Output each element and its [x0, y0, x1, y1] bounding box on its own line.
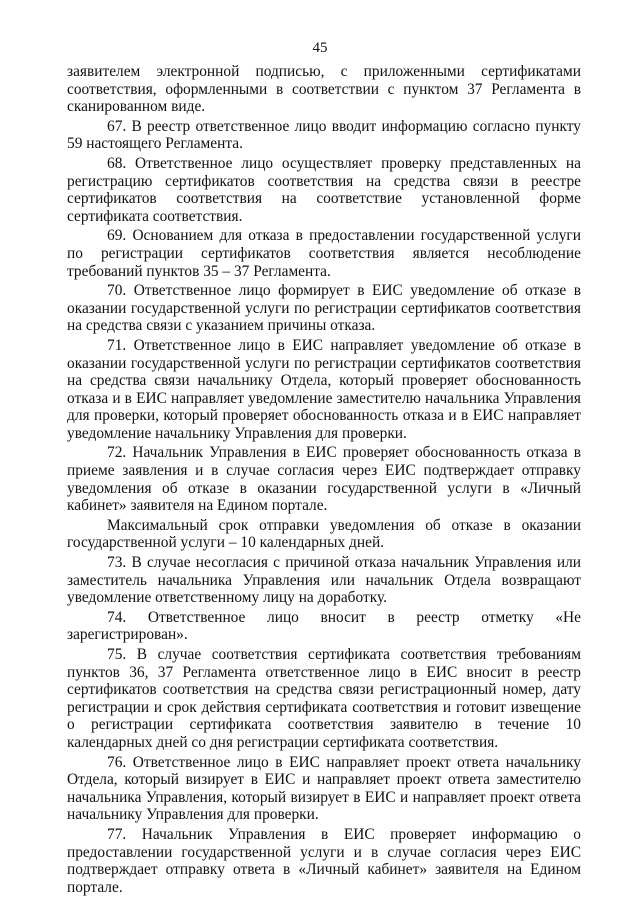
paragraph-68: 68. Ответственное лицо осуществляет проверку представленных на регистрацию сертификатов соответствия на средства связи в реестре сертификатов соответствия на соответствие установленной форме сертификата соответствия. — [67, 154, 581, 225]
document-body — [67, 63, 581, 898]
paragraph-75: 75. В случае соответствия сертификата соответствия требованиям пунктов 36, 37 Регламента ответственное лицо в ЕИС вносит в реестр сертификатов соответствия на средства связи регистрационный номер, дату регистрации и срок действия сертификата соответствия и готовит извещение о регистрации сертификата соответствия заявителю в течение 10 календарных дней со дня регистрации сертификата соответствия. — [67, 646, 581, 751]
paragraph-continuation: заявителем электронной подписью, с приложенными сертификатами соответствия, оформленными в соответствии с пунктом 37 Регламента в сканированном виде. — [67, 63, 581, 116]
paragraph-72: 72. Начальник Управления в ЕИС проверяет обоснованность отказа в приеме заявления и в случае согласия через ЕИС подтверждает отправку уведомления об отказе в оказании государственной услуги в «Личный кабинет» заявителя на Едином портале. — [67, 444, 581, 515]
paragraph-71: 71. Ответственное лицо в ЕИС направляет уведомление об отказе в оказании государственной услуги по регистрации сертификатов соответствия на средства связи начальнику Отдела, который проверяет обоснованность отказа и в ЕИС направляет уведомление заместителю начальника Управления для проверки, который проверяет обоснованность отказа и в ЕИС направляет уведомление начальнику Управления для проверки. — [67, 336, 581, 442]
paragraph-74: 74. Ответственное лицо вносит в реестр отметку «Не зарегистрирован». — [67, 608, 581, 644]
paragraph-69: 69. Основанием для отказа в предоставлении государственной услуги по регистрации сертификатов соответствия является несоблюдение требований пунктов 35 – 37 Регламента. — [67, 227, 581, 280]
paragraph-70: 70. Ответственное лицо формирует в ЕИС уведомление об отказе в оказании государственной услуги по регистрации сертификатов соответствия на средства связи с указанием причины отказа. — [67, 282, 581, 335]
paragraph-76: 76. Ответственное лицо в ЕИС направляет проект ответа начальнику Отдела, который визирует в ЕИС и направляет проект ответа заместителю начальника Управления, который визирует в ЕИС и направляет проект ответа начальнику Управления для проверки. — [67, 753, 581, 824]
paragraph-77: 77. Начальник Управления в ЕИС проверяет информацию о предоставлении государственной услуги и в случае согласия через ЕИС подтверждает отправку ответа в «Личный кабинет» заявителя на Едином портале. — [67, 825, 581, 896]
page-number: 45 — [312, 40, 328, 56]
paragraph-67: 67. В реестр ответственное лицо вводит информацию согласно пункту 59 настоящего Регламента. — [67, 117, 581, 153]
paragraph-73: 73. В случае несогласия с причиной отказа начальник Управления или заместитель начальника Управления или начальник Отдела возвращают уведомление ответственному лицу на доработку. — [67, 554, 581, 607]
paragraph-max-term: Максимальный срок отправки уведомления об отказе в оказании государственной услуги – 10 календарных дней. — [67, 516, 581, 552]
